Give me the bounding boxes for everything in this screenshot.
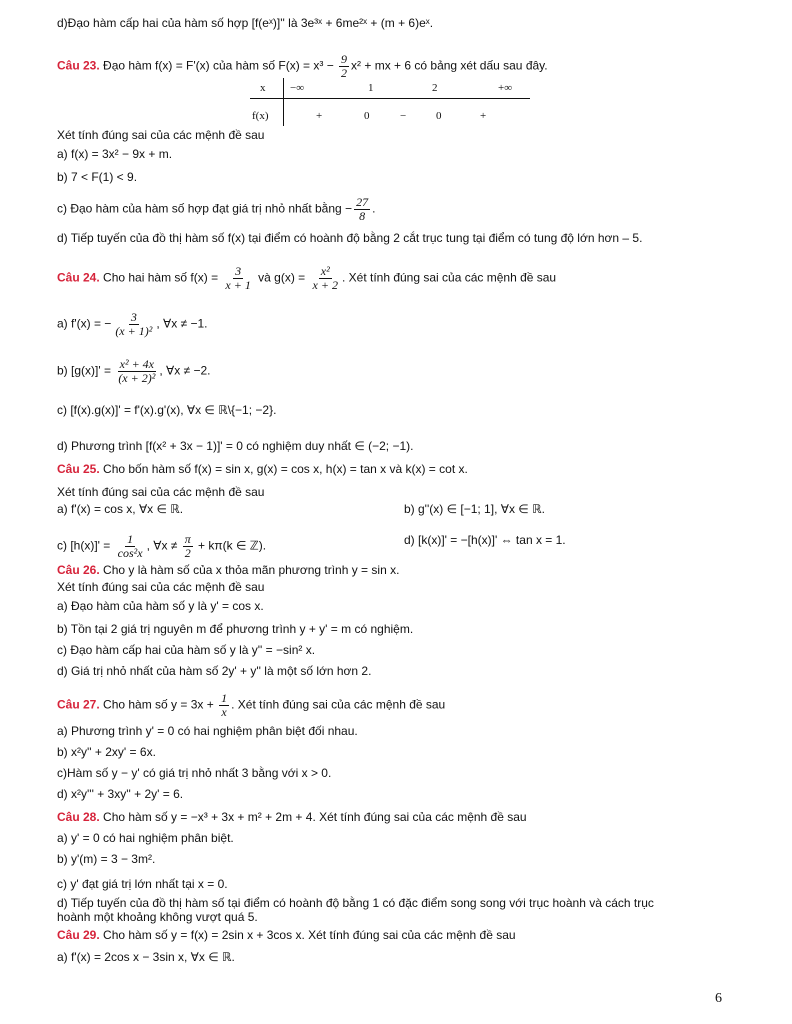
q24-item-d: d) Phương trình [f(x² + 3x − 1)]' = 0 có nghiệm duy nhất ∈ (−2; −1).	[57, 439, 414, 453]
fraction: $\frac{\text{x²}}{x + 2}$	[312, 264, 338, 292]
q28-item-a: a) y' = 0 có hai nghiệm phân biệt.	[57, 831, 234, 845]
q28-item-c: c) y' đạt giá trị lớn nhất tại x = 0.	[57, 877, 228, 891]
q25-item-c: c) [h(x)]' = $\frac{1}{\text{cos²x}}$ , ∀x ≠ $\frac{\pi}{2}$ + kπ(k ∈ ℤ).	[57, 532, 267, 560]
table-sign: 0	[436, 110, 442, 122]
sign-table	[250, 78, 530, 126]
q25-intro: Xét tính đúng sai của các mệnh đề sau	[57, 485, 265, 499]
table-divider	[250, 98, 530, 99]
q23-item-c: c) Đạo hàm của hàm số hợp đạt giá trị nhỏ nhất bằng − $\frac{27}{8}$ .	[57, 195, 376, 223]
q23-item-b: b) 7 < F(1) < 9.	[57, 170, 138, 184]
q27-item-d: d) x²y''' + 3xy'' + 2y' = 6.	[57, 787, 184, 801]
table-sign: −	[400, 110, 407, 122]
q24-item-b: b) [g(x)]' = $\frac{\text{x² + 4x}}{\text{(x + 2)²}}$ , ∀x ≠ −2.	[57, 357, 211, 385]
table-x-value: 1	[368, 82, 374, 94]
q26-label: Câu 26.	[57, 563, 100, 577]
table-x-value: 2	[432, 82, 438, 94]
q27-stem: Câu 27. Cho hàm số y = 3x + $\frac{1}{x}$ . Xét tính đúng sai của các mệnh đề sau	[57, 691, 446, 719]
q25-item-a: a) f'(x) = cos x, ∀x ∈ ℝ.	[57, 502, 184, 516]
q26-intro: Xét tính đúng sai của các mệnh đề sau	[57, 580, 265, 594]
table-sign: 0	[364, 110, 370, 122]
table-divider	[283, 78, 284, 126]
q25-item-d: d) [k(x)]' = −[h(x)]' ⇔ tan x = 1.	[404, 533, 566, 547]
fraction: $\frac{3}{\text{(x + 1)²}}$	[115, 310, 153, 338]
q22-item-d: d)Đạo hàm cấp hai của hàm số hợp [f(eˣ)]'' là 3e³ˣ + 6me²ˣ + (m + 6)eˣ.	[57, 16, 434, 30]
q26-item-d: d) Giá trị nhỏ nhất của hàm số 2y' + y'' là một số lớn hơn 2.	[57, 664, 372, 678]
fraction: $\frac{\text{x² + 4x}}{\text{(x + 2)²}}$	[118, 357, 156, 385]
q28-item-d-line2: hoành một khoảng không vượt quá 5.	[57, 910, 258, 924]
q24-stem: Câu 24. Cho hai hàm số f(x) = $\frac{3}{x + 1}$ và g(x) = $\frac{\text{x²}}{x + 2}$ . Xét tính đúng sai của các mệnh đề sau	[57, 264, 557, 292]
fraction: $\frac{9}{2}$	[341, 52, 348, 80]
q28-item-b: b) y'(m) = 3 − 3m².	[57, 852, 156, 866]
q27-item-b: b) x²y'' + 2xy' = 6x.	[57, 745, 156, 759]
fraction: $\frac{27}{8}$	[356, 195, 369, 223]
table-x-value: +∞	[498, 82, 513, 94]
q24-label: Câu 24.	[57, 270, 100, 285]
fraction: $\frac{1}{x}$	[221, 691, 228, 719]
q25-item-b: b) g''(x) ∈ [−1; 1], ∀x ∈ ℝ.	[404, 502, 545, 516]
q24-item-c: c) [f(x).g(x)]' = f'(x).g'(x), ∀x ∈ ℝ\{−1; −2}.	[57, 403, 277, 417]
q28-stem: Câu 28. Cho hàm số y = −x³ + 3x + m² + 2m + 4. Xét tính đúng sai của các mệnh đề sau	[57, 810, 527, 824]
q23-stem: Câu 23. Đạo hàm f(x) = F'(x) của hàm số F(x) = x³ − $\frac{9}{2}$ x² + mx + 6 có bảng xét dấu sau đây.	[57, 52, 548, 80]
fraction: $\frac{\pi}{2}$	[184, 532, 191, 560]
q29-stem: Câu 29. Cho hàm số y = f(x) = 2sin x + 3cos x. Xét tính đúng sai của các mệnh đề sau	[57, 928, 516, 942]
q23-item-a: a) f(x) = 3x² − 9x + m.	[57, 147, 173, 161]
fraction: $\frac{1}{\text{cos²x}}$	[117, 532, 143, 560]
q24-item-a: a) f'(x) = − $\frac{3}{\text{(x + 1)²}}$ , ∀x ≠ −1.	[57, 310, 208, 338]
page-number: 6	[715, 991, 722, 1006]
q26-item-a: a) Đạo hàm của hàm số y là y' = cos x.	[57, 599, 264, 613]
q29-item-a: a) f'(x) = 2cos x − 3sin x, ∀x ∈ ℝ.	[57, 950, 235, 964]
table-x-value: −∞	[290, 82, 305, 94]
q28-item-d-line1: d) Tiếp tuyến của đồ thị hàm số tại điểm có hoành độ bằng 1 có đặc điểm song song với trục hoành và cách trục	[57, 896, 654, 910]
q29-label: Câu 29.	[57, 928, 100, 942]
table-f-label: f(x)	[252, 110, 269, 122]
table-x-label: x	[260, 82, 266, 94]
q23-label: Câu 23.	[57, 58, 100, 73]
q25-stem: Câu 25. Cho bốn hàm số f(x) = sin x, g(x) = cos x, h(x) = tan x và k(x) = cot x.	[57, 462, 468, 476]
q27-item-c: c)Hàm số y − y' có giá trị nhỏ nhất 3 bằng với x > 0.	[57, 766, 332, 780]
fraction: $\frac{3}{x + 1}$	[225, 264, 251, 292]
table-sign: +	[480, 110, 487, 122]
q27-item-a: a) Phương trình y' = 0 có hai nghiệm phân biệt đối nhau.	[57, 724, 358, 738]
q23-item-d: d) Tiếp tuyến của đồ thị hàm số f(x) tại điểm có hoành độ bằng 2 cắt trục tung tại điểm có tung độ lớn hơn – 5.	[57, 231, 643, 245]
q26-item-c: c) Đạo hàm cấp hai của hàm số y là y'' = −sin² x.	[57, 643, 316, 657]
q27-label: Câu 27.	[57, 697, 100, 712]
table-sign: +	[316, 110, 323, 122]
q26-item-b: b) Tồn tại 2 giá trị nguyên m để phương trình y + y' = m có nghiệm.	[57, 622, 414, 636]
q28-label: Câu 28.	[57, 810, 100, 824]
q25-label: Câu 25.	[57, 462, 100, 476]
q26-stem: Câu 26. Cho y là hàm số của x thỏa mãn phương trình y = sin x.	[57, 563, 400, 577]
q23-intro: Xét tính đúng sai của các mệnh đề sau	[57, 128, 265, 142]
